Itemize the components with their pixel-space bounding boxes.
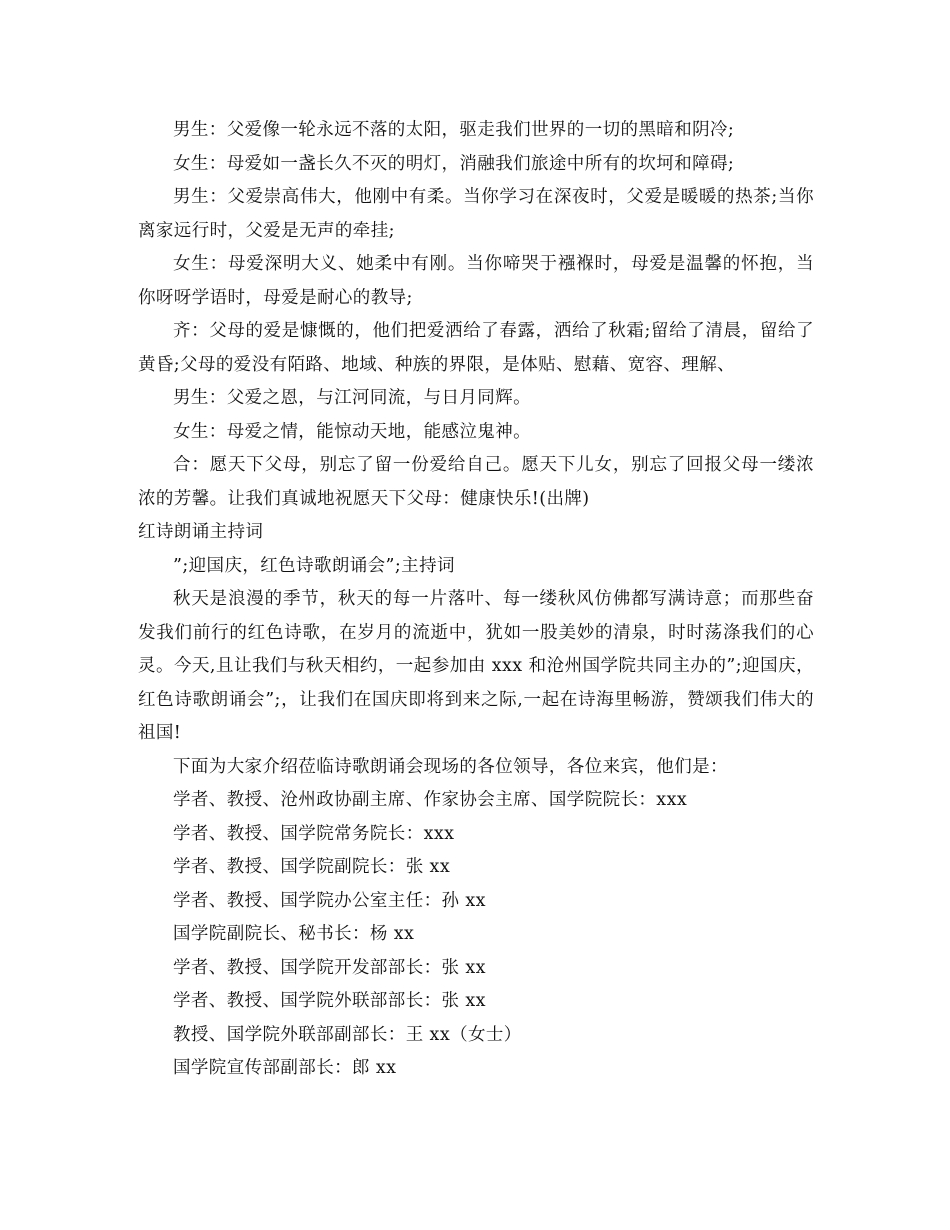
paragraph: ”;迎国庆，红色诗歌朗诵会”;主持词 (173, 555, 455, 576)
paragraph: 男生：父爱之恩，与江河同流，与日月同辉。 (173, 388, 531, 408)
paragraph: 女生：母爱如一盏长久不灭的明灯，消融我们旅途中所有的坎坷和障碍; (173, 153, 735, 174)
guest-list-item: 教授、国学院外联部副部长：王 xx（女士） (173, 1024, 522, 1045)
paragraph: 齐：父母的爱是慷慨的，他们把爱洒给了春露，洒给了秋霜;留给了清晨，留给了黄昏;父母的爱没有陌路、地域、种族的界限，是体贴、慰藉、宽容、理解、 (138, 321, 814, 375)
guest-list-item: 学者、教授、国学院常务院长：xxx (173, 823, 455, 844)
guest-list-item: 学者、教授、国学院办公室主任：孙 xx (173, 890, 486, 911)
guest-list-item: 学者、教授、国学院开发部部长：张 xx (173, 957, 486, 978)
guest-list-item: 学者、教授、沧州政协副主席、作家协会主席、国学院院长：xxx (173, 790, 688, 810)
paragraph: 下面为大家介绍莅临诗歌朗诵会现场的各位领导，各位来宾，他们是： (173, 756, 728, 777)
paragraph: 女生：母爱之情，能惊动天地，能感泣鬼神。 (173, 421, 531, 442)
guest-list-item: 国学院宣传部副部长：郎 xx (173, 1058, 397, 1078)
section-heading: 红诗朗诵主持词 (138, 522, 264, 542)
paragraph: 女生：母爱深明大义、她柔中有刚。当你啼哭于襁褓时，母爱是温馨的怀抱，当你呀呀学语时，母爱是耐心的教导; (138, 254, 814, 308)
guest-list-item: 学者、教授、国学院外联部部长：张 xx (173, 991, 486, 1011)
guest-list-item: 学者、教授、国学院副院长：张 xx (173, 857, 451, 877)
paragraph: 男生：父爱像一轮永远不落的太阳，驱走我们世界的一切的黑暗和阴冷; (173, 120, 735, 140)
document-body (138, 114, 814, 1086)
paragraph: 男生：父爱崇高伟大，他刚中有柔。当你学习在深夜时，父爱是暖暖的热茶;当你离家远行时，父爱是无声的牵挂; (138, 187, 814, 241)
paragraph: 合：愿天下父母，别忘了留一份爱给自己。愿天下儿女，别忘了回报父母一缕浓浓的芳馨。让我们真诚地祝愿天下父母：健康快乐!(出牌) (138, 455, 814, 509)
guest-list-item: 国学院副院长、秘书长：杨 xx (173, 924, 415, 944)
paragraph: 秋天是浪漫的季节，秋天的每一片落叶、每一缕秋风仿佛都写满诗意；而那些奋发我们前行的红色诗歌，在岁月的流逝中，犹如一股美妙的清泉，时时荡涤我们的心灵。今天,且让我们与秋天相约，一起参加由 xxx 和沧州国学院共同主办的”;迎国庆，红色诗歌朗诵会”;，让我们在国庆即将到来之际,一起在诗海里畅游，赞颂我们伟大的祖国! (138, 589, 814, 743)
